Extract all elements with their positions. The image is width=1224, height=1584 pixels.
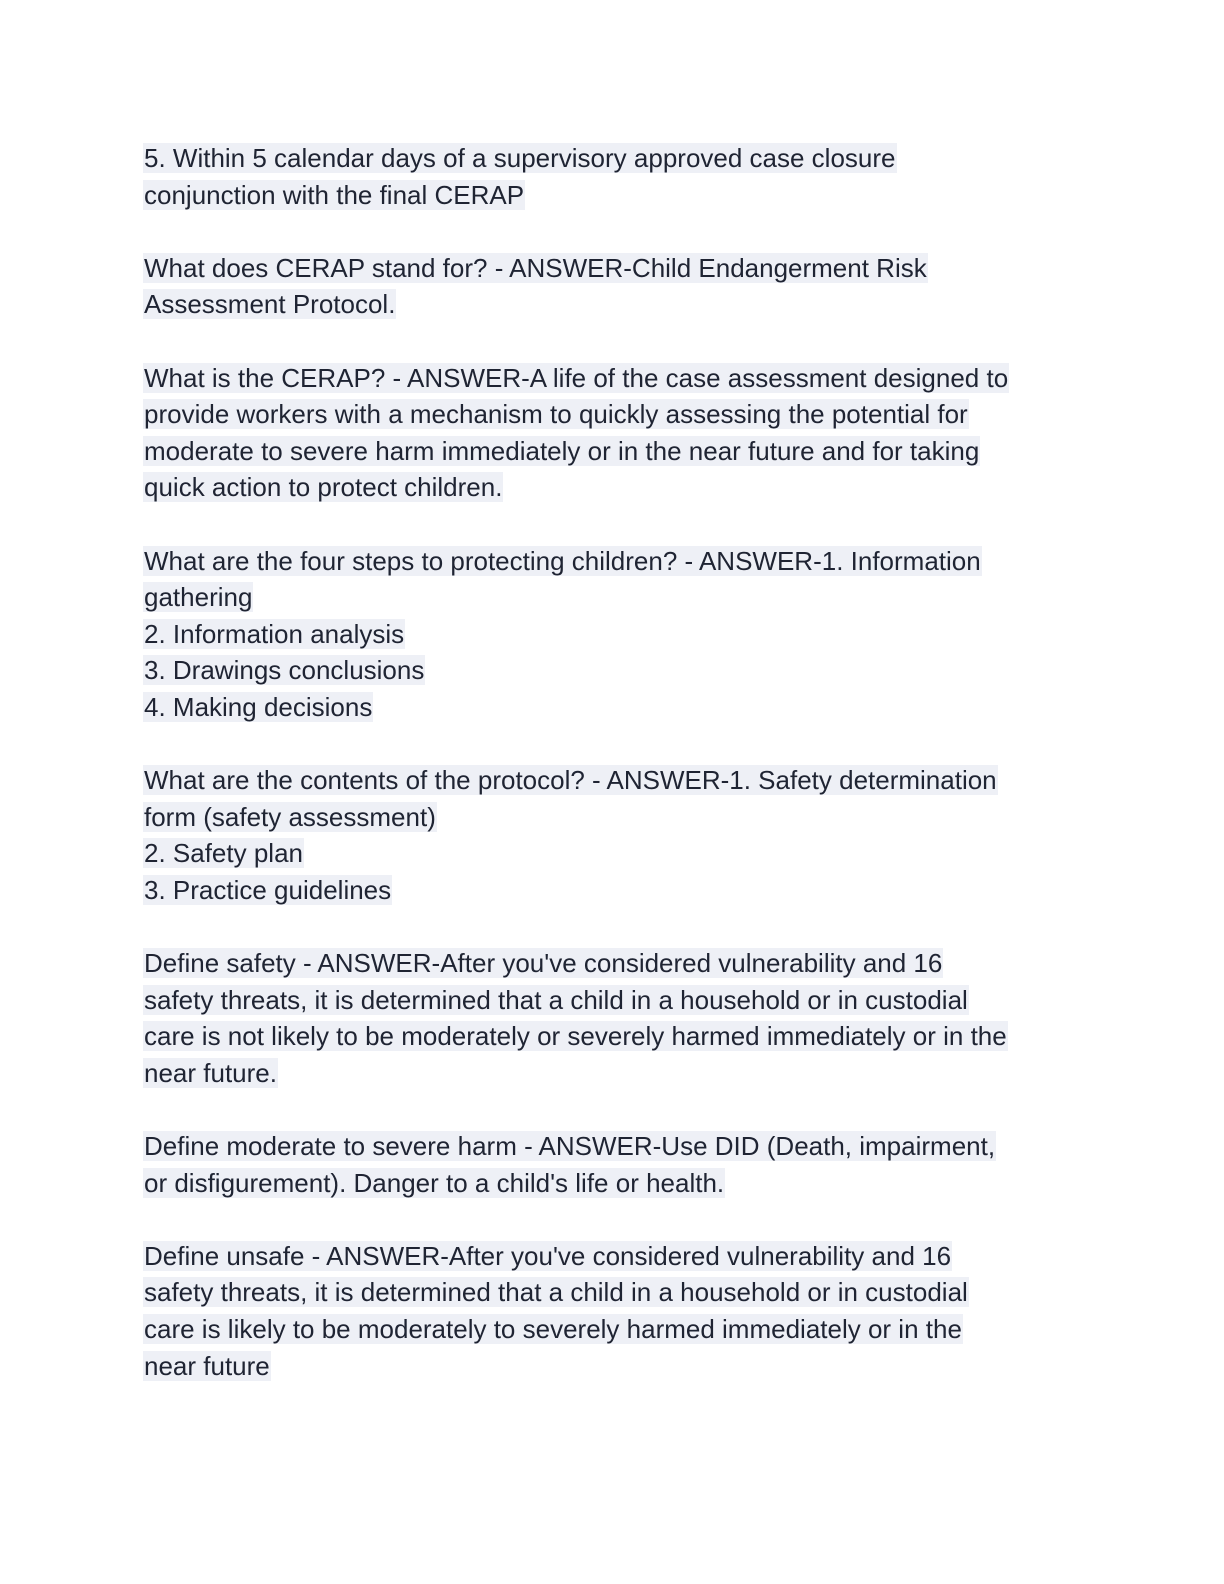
text-line: 4. Making decisions: [144, 691, 373, 722]
paragraph-cerap-acronym: [143, 250, 1103, 323]
text-line: quick action to protect children.: [144, 472, 503, 503]
document-page: [143, 140, 1103, 1421]
text-line: What are the four steps to protecting children? - ANSWER-1. Information: [144, 545, 981, 576]
text-line: 3. Drawings conclusions: [144, 655, 425, 686]
text-line: care is not likely to be moderately or severely harmed immediately or in the: [144, 1021, 1007, 1052]
text-line: safety threats, it is determined that a child in a household or in custodial: [144, 984, 968, 1015]
text-line: What is the CERAP? - ANSWER-A life of the case assessment designed to: [144, 362, 1009, 393]
text-line: moderate to severe harm immediately or in the near future and for taking: [144, 435, 980, 466]
paragraph-define-safety: [143, 945, 1103, 1091]
text-line: or disfigurement). Danger to a child's life or health.: [144, 1167, 725, 1198]
paragraph-protocol-contents: [143, 762, 1103, 908]
text-line: Assessment Protocol.: [144, 289, 396, 320]
text-line: What are the contents of the protocol? - ANSWER-1. Safety determination: [144, 765, 997, 796]
paragraph-case-closure: [143, 140, 1103, 213]
text-line: 2. Information analysis: [144, 618, 405, 649]
text-line: conjunction with the final CERAP: [144, 179, 525, 210]
text-line: safety threats, it is determined that a child in a household or in custodial: [144, 1277, 968, 1308]
text-line: near future: [144, 1350, 270, 1381]
text-line: provide workers with a mechanism to quickly assessing the potential for: [144, 399, 968, 430]
text-line: What does CERAP stand for? - ANSWER-Child Endangerment Risk: [144, 252, 927, 283]
text-line: Define safety - ANSWER-After you've considered vulnerability and 16: [144, 948, 943, 979]
text-line: 5. Within 5 calendar days of a supervisory approved case closure: [144, 143, 896, 173]
paragraph-cerap-definition: [143, 360, 1103, 506]
text-line: gathering: [144, 582, 253, 613]
text-line: form (safety assessment): [144, 801, 436, 832]
paragraph-define-unsafe: [143, 1238, 1103, 1384]
paragraph-four-steps: [143, 543, 1103, 726]
text-line: care is likely to be moderately to severely harmed immediately or in the: [144, 1314, 962, 1344]
text-line: Define moderate to severe harm - ANSWER-Use DID (Death, impairment,: [144, 1131, 996, 1162]
text-line: near future.: [144, 1057, 277, 1088]
text-line: Define unsafe - ANSWER-After you've considered vulnerability and 16: [144, 1240, 952, 1271]
paragraph-define-harm: [143, 1128, 1103, 1201]
text-line: 3. Practice guidelines: [144, 874, 392, 905]
text-line: 2. Safety plan: [144, 838, 303, 869]
